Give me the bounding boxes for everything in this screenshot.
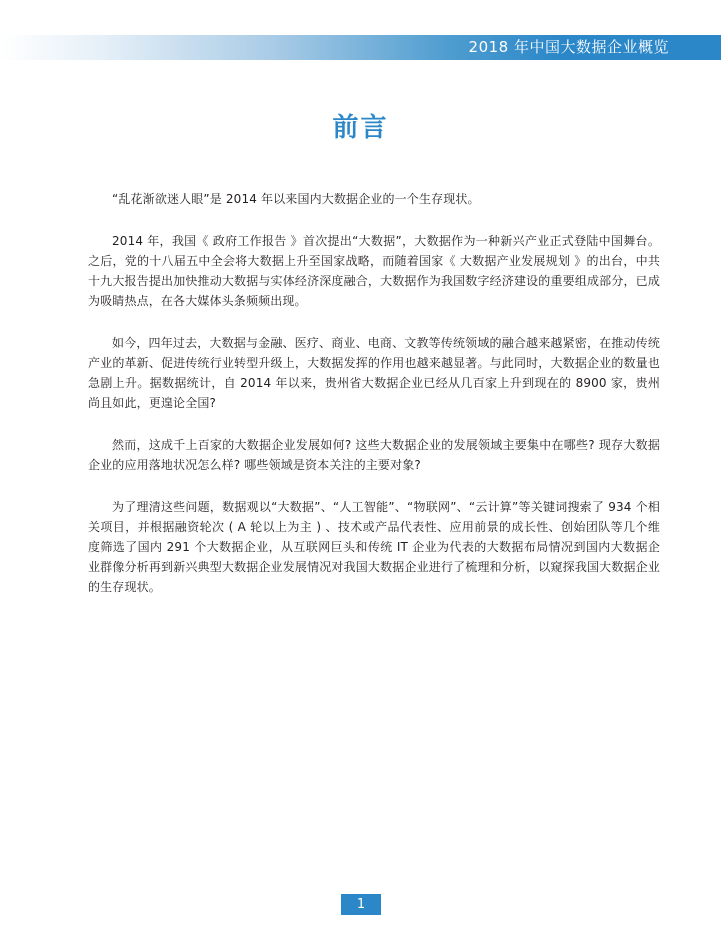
- header-band: [0, 35, 721, 60]
- body-text: [88, 189, 660, 619]
- paragraph-2: 2014 年，我国《 政府工作报告 》首次提出“大数据”，大数据作为一种新兴产业正式登陆中国舞台。之后，党的十八届五中全会将大数据上升至国家战略，而随着国家《 大数据产业发展规划 》的出台，中共十九大报告提出加快推动大数据与实体经济深度融合，大数据作为我国数字经济建设的重要组成部分，已成为吸睛热点，在各大媒体头条频频出现。: [88, 234, 660, 308]
- page-title: 前言: [332, 113, 389, 143]
- paragraph-4: 然而，这成千上百家的大数据企业发展如何? 这些大数据企业的发展领域主要集中在哪些? 现存大数据企业的应用落地状况怎么样? 哪些领域是资本关注的主要对象?: [88, 438, 660, 472]
- page-number: 1: [341, 894, 381, 915]
- paragraph-3: 如今，四年过去，大数据与金融、医疗、商业、电商、文教等传统领域的融合越来越紧密，在推动传统产业的革新、促进传统行业转型升级上，大数据发挥的作用也越来越显著。与此同时，大数据企业的数量也急剧上升。据数据统计，自 2014 年以来，贵州省大数据企业已经从几百家上升到现在的 8900 家，贵州尚且如此，更遑论全国?: [88, 336, 660, 410]
- paragraph-1: “乱花渐欲迷人眼”是 2014 年以来国内大数据企业的一个生存现状。: [112, 192, 480, 206]
- header-title: 2018 年中国大数据企业概览: [468, 38, 669, 56]
- paragraph-5: 为了理清这些问题，数据观以“大数据”、“人工智能”、“物联网”、“云计算”等关键词搜索了 934 个相关项目，并根据融资轮次 ( A 轮以上为主 ) 、技术或产品代表性、应用前景的成长性、创始团队等几个维度筛选了国内 291 个大数据企业，从互联网巨头和传统 IT 企业为代表的大数据布局情况到国内大数据企业群像分析再到新兴典型大数据企业发展情况对我国大数据企业进行了梳理和分析，以窥探我国大数据企业的生存现状。: [88, 500, 660, 594]
